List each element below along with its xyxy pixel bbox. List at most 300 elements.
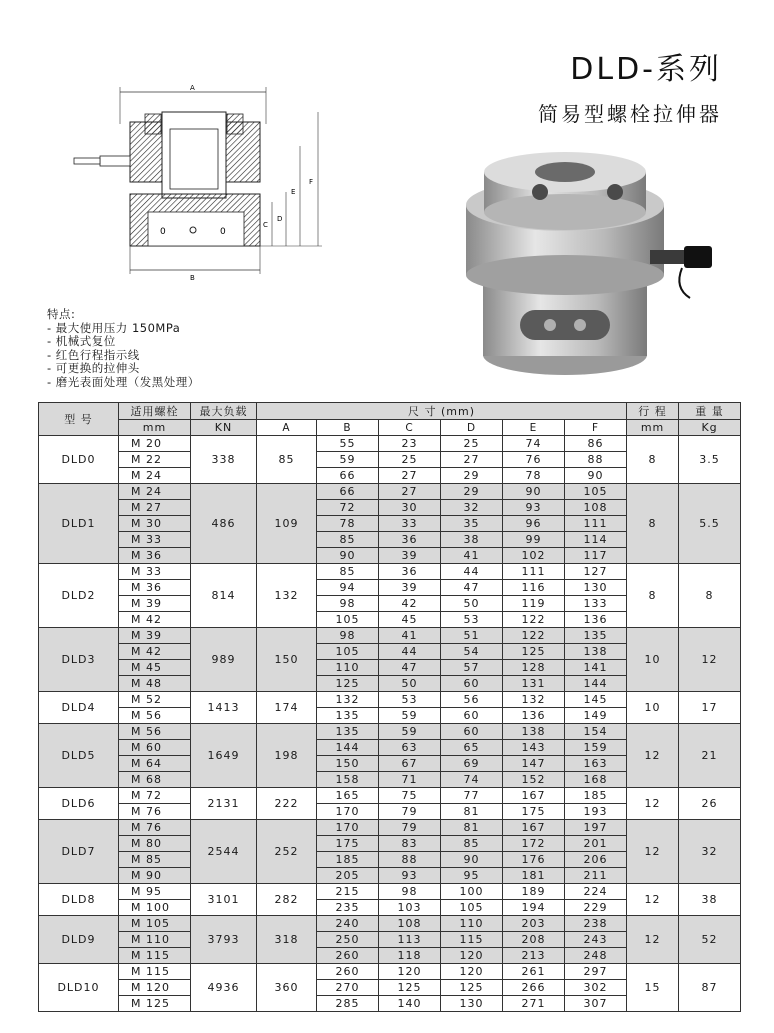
bolt-cell: M 76 xyxy=(119,820,191,836)
model-cell: DLD2 xyxy=(39,564,119,628)
dim-cell: 167 xyxy=(503,820,565,836)
dim-cell: 105 xyxy=(317,644,379,660)
dim-cell: 285 xyxy=(317,996,379,1012)
dim-cell: 131 xyxy=(503,676,565,692)
dim-cell: 81 xyxy=(441,820,503,836)
dim-a-cell: 222 xyxy=(257,788,317,820)
dim-cell: 125 xyxy=(317,676,379,692)
dim-cell: 36 xyxy=(379,532,441,548)
dim-cell: 76 xyxy=(503,452,565,468)
bolt-cell: M 36 xyxy=(119,548,191,564)
dim-cell: 235 xyxy=(317,900,379,916)
dim-cell: 98 xyxy=(379,884,441,900)
bolt-cell: M 76 xyxy=(119,804,191,820)
dim-cell: 117 xyxy=(565,548,627,564)
header-load: 最大负载 xyxy=(191,403,257,420)
dim-cell: 215 xyxy=(317,884,379,900)
dim-label-d: D xyxy=(277,215,283,223)
model-cell: DLD7 xyxy=(39,820,119,884)
dim-cell: 152 xyxy=(503,772,565,788)
stroke-cell: 12 xyxy=(627,820,679,884)
dim-cell: 66 xyxy=(317,468,379,484)
dim-cell: 71 xyxy=(379,772,441,788)
dim-cell: 105 xyxy=(317,612,379,628)
dim-label-a: A xyxy=(190,84,195,92)
header-model: 型 号 xyxy=(39,403,119,436)
model-cell: DLD1 xyxy=(39,484,119,564)
dim-cell: 150 xyxy=(317,756,379,772)
bolt-cell: M 56 xyxy=(119,708,191,724)
dim-cell: 135 xyxy=(317,708,379,724)
dim-cell: 116 xyxy=(503,580,565,596)
dim-a-cell: 318 xyxy=(257,916,317,964)
weight-cell: 8 xyxy=(679,564,741,628)
table-row xyxy=(39,564,741,580)
dim-cell: 136 xyxy=(565,612,627,628)
dim-cell: 243 xyxy=(565,932,627,948)
dim-cell: 118 xyxy=(379,948,441,964)
model-cell: DLD0 xyxy=(39,436,119,484)
dim-cell: 29 xyxy=(441,468,503,484)
dim-cell: 141 xyxy=(565,660,627,676)
dim-cell: 88 xyxy=(379,852,441,868)
bolt-cell: M 24 xyxy=(119,468,191,484)
dim-cell: 51 xyxy=(441,628,503,644)
cross-section-drawing xyxy=(60,84,340,284)
dim-cell: 189 xyxy=(503,884,565,900)
table-row xyxy=(39,692,741,708)
dim-cell: 63 xyxy=(379,740,441,756)
load-cell: 2131 xyxy=(191,788,257,820)
dim-cell: 248 xyxy=(565,948,627,964)
feature-item: - 红色行程指示线 xyxy=(47,347,140,362)
dim-cell: 98 xyxy=(317,628,379,644)
dim-cell: 175 xyxy=(503,804,565,820)
dim-cell: 75 xyxy=(379,788,441,804)
product-photo xyxy=(450,150,720,380)
dim-cell: 201 xyxy=(565,836,627,852)
dim-cell: 27 xyxy=(441,452,503,468)
dim-a-cell: 109 xyxy=(257,484,317,564)
feature-item: - 机械式复位 xyxy=(47,334,116,348)
table-row xyxy=(39,724,741,740)
dim-cell: 85 xyxy=(317,532,379,548)
dim-cell: 39 xyxy=(379,580,441,596)
bolt-cell: M 85 xyxy=(119,852,191,868)
dim-cell: 203 xyxy=(503,916,565,932)
dim-cell: 297 xyxy=(565,964,627,980)
dim-cell: 53 xyxy=(379,692,441,708)
bolt-cell: M 68 xyxy=(119,772,191,788)
dim-cell: 138 xyxy=(565,644,627,660)
dim-label-c: C xyxy=(263,221,268,229)
dim-cell: 211 xyxy=(565,868,627,884)
dim-cell: 175 xyxy=(317,836,379,852)
stroke-cell: 10 xyxy=(627,628,679,692)
header-col-d: D xyxy=(441,420,503,436)
dim-cell: 72 xyxy=(317,500,379,516)
header-weight-unit: Kg xyxy=(679,420,741,436)
bolt-cell: M 39 xyxy=(119,596,191,612)
dim-cell: 85 xyxy=(441,836,503,852)
header-size: 尺 寸 (mm) xyxy=(257,403,627,420)
dim-cell: 93 xyxy=(379,868,441,884)
dim-cell: 90 xyxy=(565,468,627,484)
feature-item: - 可更换的拉伸头 xyxy=(47,361,140,375)
dim-cell: 60 xyxy=(441,708,503,724)
bolt-cell: M 56 xyxy=(119,724,191,740)
weight-cell: 3.5 xyxy=(679,436,741,484)
dim-cell: 135 xyxy=(565,628,627,644)
table-row xyxy=(39,964,741,980)
dim-cell: 69 xyxy=(441,756,503,772)
dim-cell: 128 xyxy=(503,660,565,676)
load-cell: 1413 xyxy=(191,692,257,724)
dim-label-b: B xyxy=(190,274,195,282)
dim-cell: 132 xyxy=(317,692,379,708)
dim-cell: 224 xyxy=(565,884,627,900)
dim-cell: 120 xyxy=(441,964,503,980)
bolt-cell: M 48 xyxy=(119,676,191,692)
dim-cell: 168 xyxy=(565,772,627,788)
dim-cell: 88 xyxy=(565,452,627,468)
dim-cell: 99 xyxy=(503,532,565,548)
dim-cell: 111 xyxy=(565,516,627,532)
dim-cell: 93 xyxy=(503,500,565,516)
dim-cell: 145 xyxy=(565,692,627,708)
dim-cell: 39 xyxy=(379,548,441,564)
stroke-cell: 12 xyxy=(627,788,679,820)
dim-cell: 159 xyxy=(565,740,627,756)
features-heading: 特点: xyxy=(47,307,76,321)
stroke-cell: 8 xyxy=(627,436,679,484)
load-cell: 2544 xyxy=(191,820,257,884)
dim-label-e: E xyxy=(291,188,296,196)
header-col-b: B xyxy=(317,420,379,436)
dim-cell: 120 xyxy=(379,964,441,980)
dim-cell: 270 xyxy=(317,980,379,996)
dim-cell: 133 xyxy=(565,596,627,612)
dim-cell: 66 xyxy=(317,484,379,500)
dim-cell: 229 xyxy=(565,900,627,916)
dim-cell: 67 xyxy=(379,756,441,772)
load-cell: 338 xyxy=(191,436,257,484)
dim-cell: 307 xyxy=(565,996,627,1012)
table-row xyxy=(39,628,741,644)
bolt-cell: M 105 xyxy=(119,916,191,932)
dim-cell: 57 xyxy=(441,660,503,676)
header-col-e: E xyxy=(503,420,565,436)
dim-cell: 261 xyxy=(503,964,565,980)
stroke-cell: 10 xyxy=(627,692,679,724)
dim-cell: 185 xyxy=(565,788,627,804)
dim-cell: 240 xyxy=(317,916,379,932)
dim-cell: 181 xyxy=(503,868,565,884)
dim-cell: 302 xyxy=(565,980,627,996)
bolt-cell: M 33 xyxy=(119,564,191,580)
dim-cell: 132 xyxy=(503,692,565,708)
dim-cell: 83 xyxy=(379,836,441,852)
dim-cell: 108 xyxy=(379,916,441,932)
feature-item: - 最大使用压力 150MPa xyxy=(47,320,181,335)
dim-cell: 170 xyxy=(317,804,379,820)
bolt-cell: M 90 xyxy=(119,868,191,884)
dim-cell: 47 xyxy=(379,660,441,676)
dim-cell: 27 xyxy=(379,484,441,500)
dim-cell: 74 xyxy=(441,772,503,788)
bolt-cell: M 27 xyxy=(119,500,191,516)
bolt-cell: M 72 xyxy=(119,788,191,804)
dim-cell: 35 xyxy=(441,516,503,532)
bolt-cell: M 115 xyxy=(119,948,191,964)
feature-item: - 磨光表面处理（发黑处理） xyxy=(47,374,200,389)
bolt-cell: M 64 xyxy=(119,756,191,772)
model-cell: DLD4 xyxy=(39,692,119,724)
dim-a-cell: 150 xyxy=(257,628,317,692)
dim-cell: 44 xyxy=(441,564,503,580)
dim-cell: 122 xyxy=(503,612,565,628)
header-col-a: A xyxy=(257,420,317,436)
dim-cell: 130 xyxy=(441,996,503,1012)
dim-cell: 90 xyxy=(317,548,379,564)
svg-text:0: 0 xyxy=(220,227,226,237)
dim-cell: 27 xyxy=(379,468,441,484)
stroke-cell: 12 xyxy=(627,884,679,916)
page-subtitle: 简易型螺栓拉伸器 xyxy=(538,102,722,126)
load-cell: 486 xyxy=(191,484,257,564)
stroke-cell: 12 xyxy=(627,724,679,788)
dim-cell: 143 xyxy=(503,740,565,756)
dim-cell: 60 xyxy=(441,676,503,692)
dim-cell: 127 xyxy=(565,564,627,580)
model-cell: DLD3 xyxy=(39,628,119,692)
bolt-cell: M 95 xyxy=(119,884,191,900)
dim-cell: 79 xyxy=(379,820,441,836)
weight-cell: 5.5 xyxy=(679,484,741,564)
dim-cell: 56 xyxy=(441,692,503,708)
header-stroke-unit: mm xyxy=(627,420,679,436)
dim-cell: 98 xyxy=(317,596,379,612)
table-row xyxy=(39,820,741,836)
dim-cell: 95 xyxy=(441,868,503,884)
dim-cell: 108 xyxy=(565,500,627,516)
bolt-cell: M 100 xyxy=(119,900,191,916)
dim-cell: 125 xyxy=(441,980,503,996)
dim-cell: 111 xyxy=(503,564,565,580)
dim-cell: 194 xyxy=(503,900,565,916)
load-cell: 1649 xyxy=(191,724,257,788)
header-col-f: F xyxy=(565,420,627,436)
dim-cell: 77 xyxy=(441,788,503,804)
load-cell: 3101 xyxy=(191,884,257,916)
dim-cell: 103 xyxy=(379,900,441,916)
dim-a-cell: 360 xyxy=(257,964,317,1012)
dim-cell: 138 xyxy=(503,724,565,740)
model-cell: DLD5 xyxy=(39,724,119,788)
dim-cell: 47 xyxy=(441,580,503,596)
dim-cell: 110 xyxy=(441,916,503,932)
weight-cell: 87 xyxy=(679,964,741,1012)
dim-cell: 105 xyxy=(565,484,627,500)
dim-cell: 23 xyxy=(379,436,441,452)
header-bolt-unit: mm xyxy=(119,420,191,436)
dim-cell: 213 xyxy=(503,948,565,964)
stroke-cell: 15 xyxy=(627,964,679,1012)
dim-cell: 42 xyxy=(379,596,441,612)
model-cell: DLD10 xyxy=(39,964,119,1012)
model-cell: DLD6 xyxy=(39,788,119,820)
dim-cell: 33 xyxy=(379,516,441,532)
bolt-cell: M 120 xyxy=(119,980,191,996)
weight-cell: 52 xyxy=(679,916,741,964)
dim-cell: 32 xyxy=(441,500,503,516)
dim-cell: 125 xyxy=(503,644,565,660)
bolt-cell: M 42 xyxy=(119,612,191,628)
dim-cell: 44 xyxy=(379,644,441,660)
dim-cell: 45 xyxy=(379,612,441,628)
header-col-c: C xyxy=(379,420,441,436)
weight-cell: 38 xyxy=(679,884,741,916)
load-cell: 4936 xyxy=(191,964,257,1012)
dim-cell: 140 xyxy=(379,996,441,1012)
dim-cell: 90 xyxy=(441,852,503,868)
dim-cell: 38 xyxy=(441,532,503,548)
header-stroke: 行 程 xyxy=(627,403,679,420)
dim-cell: 176 xyxy=(503,852,565,868)
dim-cell: 55 xyxy=(317,436,379,452)
dim-cell: 122 xyxy=(503,628,565,644)
dim-a-cell: 85 xyxy=(257,436,317,484)
dim-cell: 208 xyxy=(503,932,565,948)
dim-cell: 41 xyxy=(441,548,503,564)
dim-a-cell: 282 xyxy=(257,884,317,916)
dim-cell: 115 xyxy=(441,932,503,948)
stroke-cell: 12 xyxy=(627,916,679,964)
dim-cell: 30 xyxy=(379,500,441,516)
dim-cell: 205 xyxy=(317,868,379,884)
dim-a-cell: 252 xyxy=(257,820,317,884)
table-row xyxy=(39,436,741,452)
dim-cell: 114 xyxy=(565,532,627,548)
dim-cell: 250 xyxy=(317,932,379,948)
dim-cell: 197 xyxy=(565,820,627,836)
dim-cell: 238 xyxy=(565,916,627,932)
dim-cell: 149 xyxy=(565,708,627,724)
bolt-cell: M 110 xyxy=(119,932,191,948)
dim-cell: 113 xyxy=(379,932,441,948)
weight-cell: 26 xyxy=(679,788,741,820)
dim-cell: 206 xyxy=(565,852,627,868)
load-cell: 3793 xyxy=(191,916,257,964)
model-cell: DLD9 xyxy=(39,916,119,964)
header-weight: 重 量 xyxy=(679,403,741,420)
bolt-cell: M 30 xyxy=(119,516,191,532)
features-list xyxy=(47,308,200,389)
dim-a-cell: 174 xyxy=(257,692,317,724)
dim-cell: 78 xyxy=(503,468,565,484)
bolt-cell: M 125 xyxy=(119,996,191,1012)
dim-cell: 100 xyxy=(441,884,503,900)
page-title: DLD-系列 xyxy=(570,52,722,87)
dim-cell: 144 xyxy=(317,740,379,756)
weight-cell: 12 xyxy=(679,628,741,692)
header-bolt: 适用螺栓 xyxy=(119,403,191,420)
spec-table-body xyxy=(39,436,741,1012)
bolt-cell: M 45 xyxy=(119,660,191,676)
dim-cell: 105 xyxy=(441,900,503,916)
dim-cell: 167 xyxy=(503,788,565,804)
dim-cell: 163 xyxy=(565,756,627,772)
dim-cell: 94 xyxy=(317,580,379,596)
bolt-cell: M 42 xyxy=(119,644,191,660)
dim-cell: 96 xyxy=(503,516,565,532)
dim-cell: 65 xyxy=(441,740,503,756)
dim-cell: 79 xyxy=(379,804,441,820)
dim-cell: 59 xyxy=(379,724,441,740)
dim-cell: 158 xyxy=(317,772,379,788)
header-load-unit: KN xyxy=(191,420,257,436)
dim-cell: 119 xyxy=(503,596,565,612)
dim-cell: 25 xyxy=(441,436,503,452)
table-row xyxy=(39,788,741,804)
dim-cell: 193 xyxy=(565,804,627,820)
dim-cell: 144 xyxy=(565,676,627,692)
dim-cell: 50 xyxy=(441,596,503,612)
dim-cell: 60 xyxy=(441,724,503,740)
bolt-cell: M 33 xyxy=(119,532,191,548)
dim-cell: 154 xyxy=(565,724,627,740)
table-row xyxy=(39,916,741,932)
svg-text:0: 0 xyxy=(160,227,166,237)
dim-label-f: F xyxy=(309,178,314,186)
bolt-cell: M 22 xyxy=(119,452,191,468)
dim-cell: 172 xyxy=(503,836,565,852)
dim-cell: 170 xyxy=(317,820,379,836)
dim-cell: 102 xyxy=(503,548,565,564)
dim-cell: 125 xyxy=(379,980,441,996)
weight-cell: 17 xyxy=(679,692,741,724)
dim-cell: 147 xyxy=(503,756,565,772)
load-cell: 814 xyxy=(191,564,257,628)
spec-table xyxy=(38,402,741,1012)
dim-cell: 110 xyxy=(317,660,379,676)
dim-cell: 271 xyxy=(503,996,565,1012)
bolt-cell: M 52 xyxy=(119,692,191,708)
dim-a-cell: 132 xyxy=(257,564,317,628)
dim-cell: 130 xyxy=(565,580,627,596)
dim-cell: 266 xyxy=(503,980,565,996)
dim-cell: 135 xyxy=(317,724,379,740)
dim-cell: 50 xyxy=(379,676,441,692)
dim-cell: 29 xyxy=(441,484,503,500)
dim-cell: 260 xyxy=(317,964,379,980)
table-row xyxy=(39,484,741,500)
bolt-cell: M 115 xyxy=(119,964,191,980)
stroke-cell: 8 xyxy=(627,484,679,564)
dim-cell: 41 xyxy=(379,628,441,644)
dim-cell: 90 xyxy=(503,484,565,500)
bolt-cell: M 60 xyxy=(119,740,191,756)
bolt-cell: M 80 xyxy=(119,836,191,852)
bolt-cell: M 36 xyxy=(119,580,191,596)
dim-cell: 59 xyxy=(317,452,379,468)
weight-cell: 21 xyxy=(679,724,741,788)
dim-cell: 59 xyxy=(379,708,441,724)
dim-cell: 85 xyxy=(317,564,379,580)
model-cell: DLD8 xyxy=(39,884,119,916)
dim-cell: 53 xyxy=(441,612,503,628)
bolt-cell: M 39 xyxy=(119,628,191,644)
